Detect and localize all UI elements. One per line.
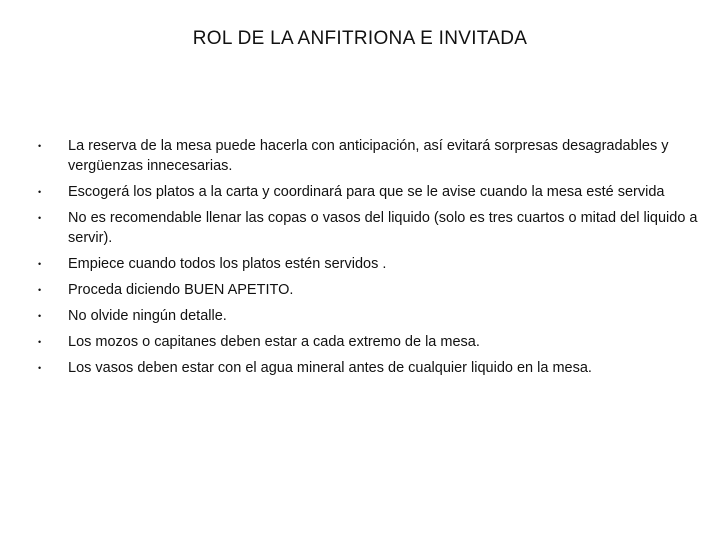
list-item-text: Empiece cuando todos los platos estén servidos . [68,256,387,272]
list-item-text: No olvide ningún detalle. [68,308,227,324]
list-item [0,306,720,326]
bullet-icon: • [38,337,42,347]
list-item [0,332,720,352]
list-item [0,136,720,176]
list-item [0,254,720,274]
list-item [0,280,720,300]
list-item [0,208,720,248]
list-item [0,358,720,378]
list-item-text: Los mozos o capitanes deben estar a cada extremo de la mesa. [68,334,480,350]
list-item [0,182,720,202]
bullet-icon: • [38,363,42,373]
list-item-text: Proceda diciendo BUEN APETITO. [68,282,294,298]
slide-title: ROL DE LA ANFITRIONA E INVITADA [192,28,528,49]
list-item-text: Los vasos deben estar con el agua mineral antes de cualquier liquido en la mesa. [68,360,592,376]
bullet-icon: • [38,311,42,321]
list-item-text: La reserva de la mesa puede hacerla con anticipación, así evitará sorpresas desagradables y vergüenzas innecesarias. [68,138,669,174]
bullet-icon: • [38,187,42,197]
bullet-list [0,136,720,384]
bullet-icon: • [38,141,42,151]
bullet-icon: • [38,259,42,269]
list-item-text: No es recomendable llenar las copas o vasos del liquido (solo es tres cuartos o mitad del liquido a servir). [68,210,698,246]
bullet-icon: • [38,213,42,223]
bullet-icon: • [38,285,42,295]
list-item-text: Escogerá los platos a la carta y coordinará para que se le avise cuando la mesa esté servida [68,184,665,200]
